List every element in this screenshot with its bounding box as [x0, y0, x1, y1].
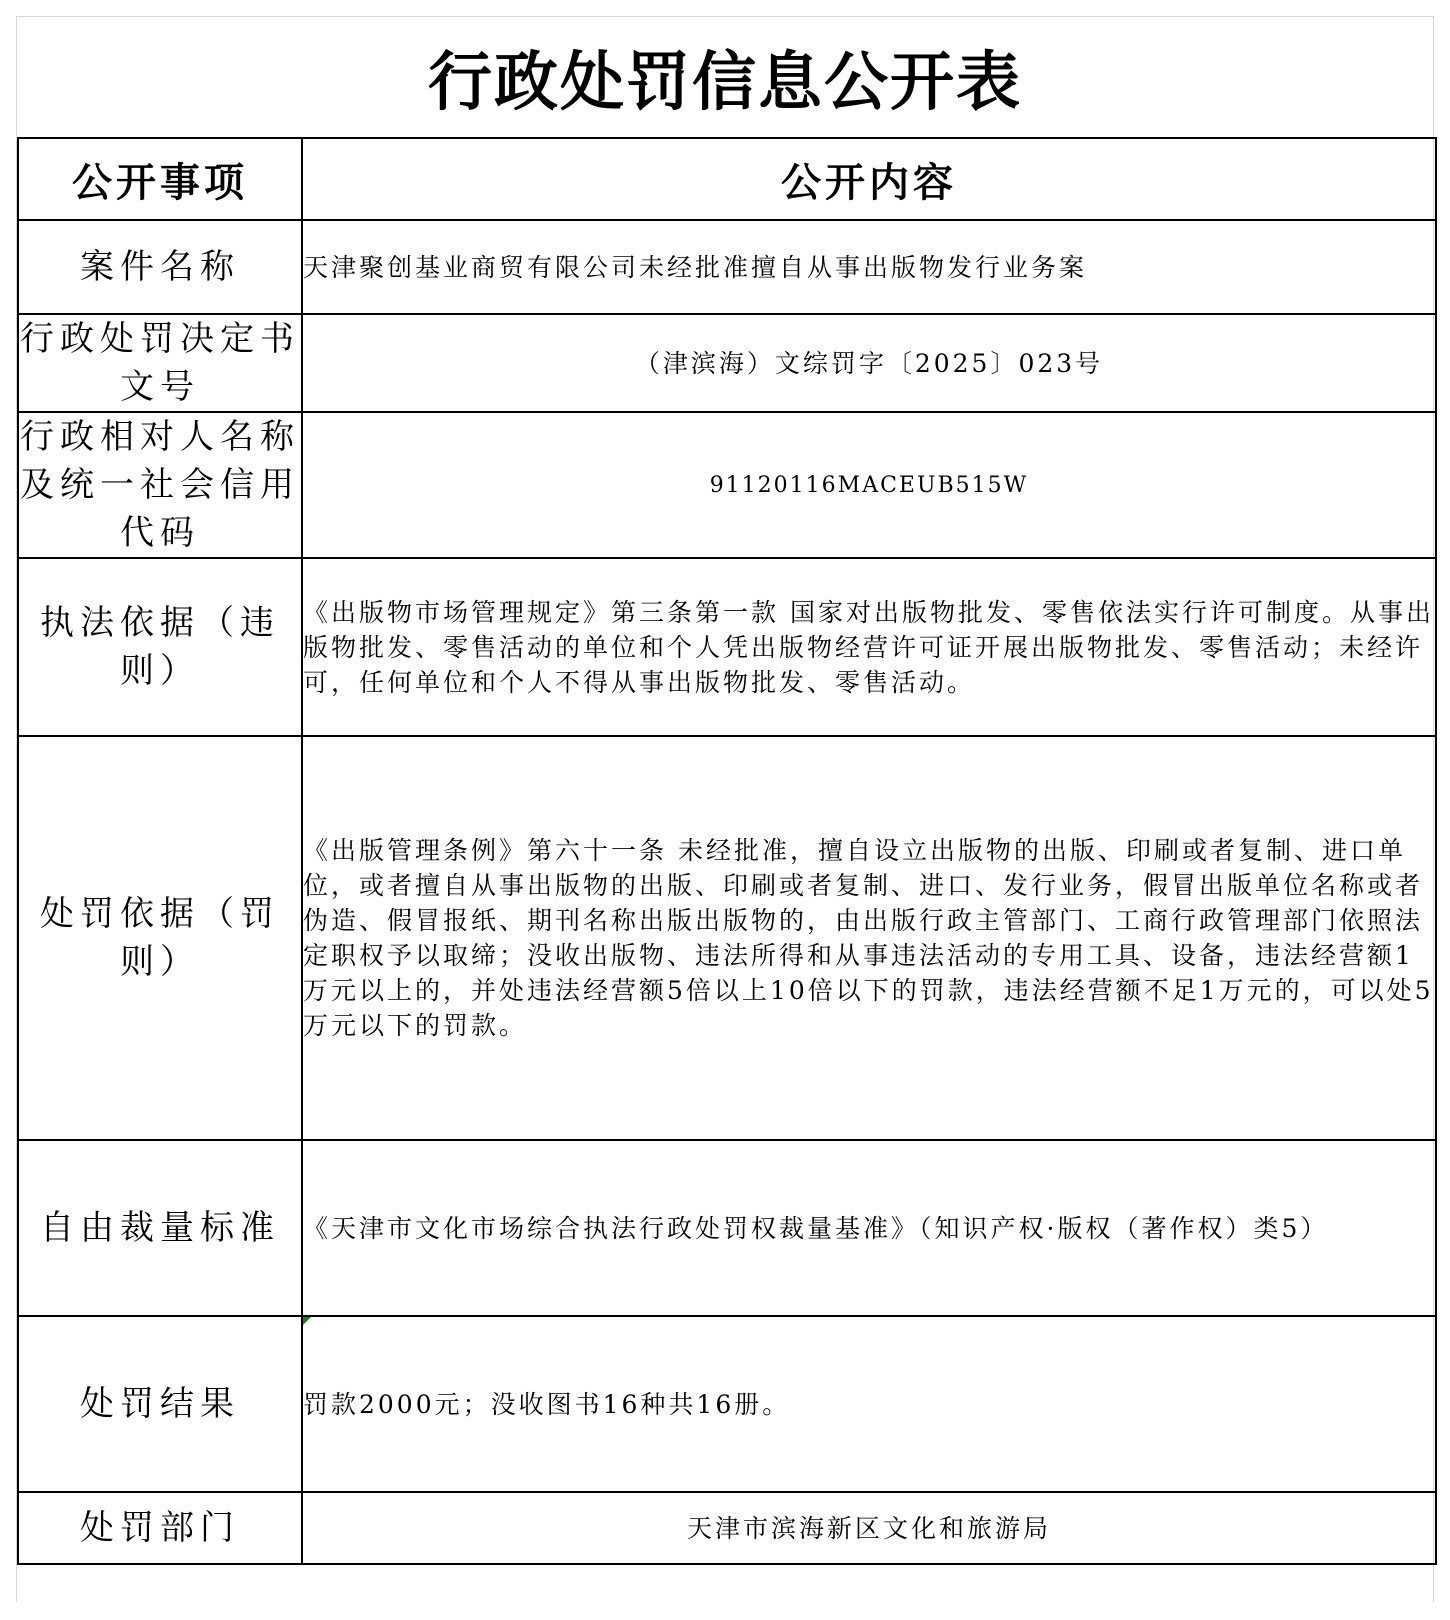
table-row: [18, 736, 1436, 1140]
row-value-penalty-basis[interactable]: 《出版管理条例》第六十一条 未经批准，擅自设立出版物的出版、印刷或者复制、进口单位，或者擅自从事出版物的出版、印刷或者复制、进口、发行业务，假冒出版单位名称或者伪造、假冒报纸、期刊名称出版出版物的，由出版行政主管部门、工商行政管理部门依照法定职权予以取缔；没收出版物、违法所得和从事违法活动的专用工具、设备，违法经营额1万元以上的，并处违法经营额5倍以上10倍以下的罚款，违法经营额不足1万元的，可以处5万元以下的罚款。: [302, 736, 1436, 1140]
row-label-penalty-department[interactable]: 处罚部门: [18, 1492, 302, 1564]
row-label-party-and-credit-code[interactable]: 行政相对人名称及统一社会信用代码: [18, 412, 302, 558]
cell-comment-marker: [303, 1317, 311, 1325]
table-row: [18, 1140, 1436, 1316]
row-label-penalty-basis[interactable]: 处罚依据（罚则）: [18, 736, 302, 1140]
row-label-enforcement-basis[interactable]: 执法依据（违则）: [18, 558, 302, 736]
disclosure-table: [17, 137, 1437, 1565]
table-row: [18, 220, 1436, 314]
row-value-penalty-result[interactable]: [302, 1316, 1436, 1492]
table-row: [18, 1492, 1436, 1564]
row-label-case-name[interactable]: 案件名称: [18, 220, 302, 314]
row-value-penalty-department[interactable]: 天津市滨海新区文化和旅游局: [302, 1492, 1436, 1564]
page-title: 行政处罚信息公开表: [428, 46, 1022, 120]
table-row: [18, 412, 1436, 558]
row-value-enforcement-basis[interactable]: 《出版物市场管理规定》第三条第一款 国家对出版物批发、零售依法实行许可制度。从事出版物批发、零售活动的单位和个人凭出版物经营许可证开展出版物批发、零售活动；未经许可，任何单位和个人不得从事出版物批发、零售活动。: [302, 558, 1436, 736]
row-value-decision-number[interactable]: （津滨海）文综罚字〔2025〕023号: [302, 314, 1436, 412]
header-content-column[interactable]: 公开内容: [302, 138, 1436, 220]
penalty-result-text: 罚款2000元；没收图书16种共16册。: [303, 1389, 791, 1419]
table-row: [18, 558, 1436, 736]
row-value-credit-code[interactable]: 91120116MACEUB515W: [302, 412, 1436, 558]
table-row: [18, 1316, 1436, 1492]
row-label-discretion-standard[interactable]: 自由裁量标准: [18, 1140, 302, 1316]
row-value-case-name[interactable]: 天津聚创基业商贸有限公司未经批准擅自从事出版物发行业务案: [302, 220, 1436, 314]
row-value-discretion-standard[interactable]: 《天津市文化市场综合执法行政处罚权裁量基准》（知识产权·版权（著作权）类5）: [302, 1140, 1436, 1316]
table-header-row: [18, 138, 1436, 220]
row-label-penalty-result[interactable]: 处罚结果: [18, 1316, 302, 1492]
row-label-decision-number[interactable]: 行政处罚决定书文号: [18, 314, 302, 412]
table-row: [18, 314, 1436, 412]
disclosure-sheet: [16, 16, 1434, 1602]
header-item-column[interactable]: 公开事项: [18, 138, 302, 220]
